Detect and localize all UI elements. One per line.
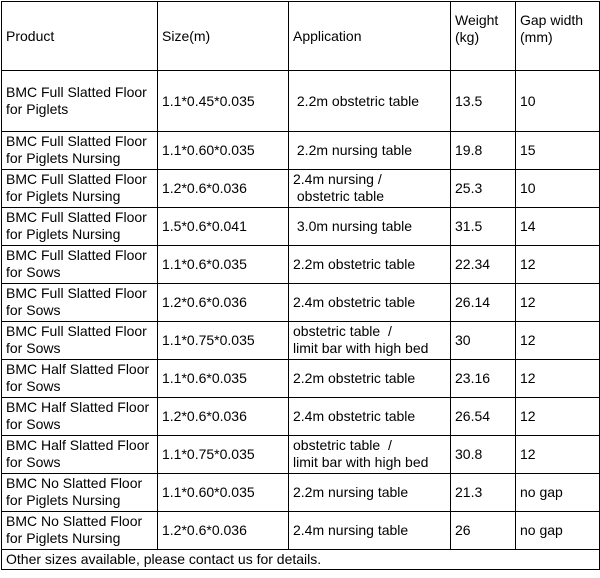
table-row (2, 436, 600, 474)
table-row (2, 360, 600, 398)
cell-application-line: 2.4m obstetric table (293, 294, 416, 310)
cell-product-line: for Piglets Nursing (6, 188, 121, 204)
cell-weight: 23.16 (451, 360, 516, 398)
table-row (2, 208, 600, 246)
cell-product-line: BMC No Slatted Floor (6, 513, 143, 529)
cell-application-line: 2.4m obstetric table (293, 408, 416, 424)
header-gap-line1: Gap width (520, 12, 584, 28)
header-product: Product (2, 2, 158, 71)
header-weight-line2: (kg) (455, 29, 480, 45)
cell-application-line: 2.4m nursing table (293, 522, 409, 538)
cell-weight: 30.8 (451, 436, 516, 474)
cell-product-line: BMC Full Slatted Floor (6, 171, 147, 187)
cell-application-line: 2.4m nursing / (293, 171, 382, 187)
cell-gap-width: 10 (516, 170, 600, 208)
cell-weight: 13.5 (451, 71, 516, 132)
cell-gap-width: no gap (516, 474, 600, 512)
header-size: Size(m) (158, 2, 289, 71)
cell-weight: 31.5 (451, 208, 516, 246)
cell-weight: 26.54 (451, 398, 516, 436)
cell-gap-width: 12 (516, 398, 600, 436)
cell-gap-width: 12 (516, 284, 600, 322)
table-row (2, 132, 600, 170)
table-row (2, 474, 600, 512)
table-footer-row (2, 550, 600, 570)
cell-product-line: for Sows (6, 264, 61, 280)
cell-application (289, 474, 451, 512)
cell-size: 1.2*0.6*0.036 (158, 170, 289, 208)
cell-product-line: BMC Half Slatted Floor (6, 361, 150, 377)
cell-weight: 30 (451, 322, 516, 360)
cell-product-line: BMC No Slatted Floor (6, 475, 143, 491)
table-header-row (2, 2, 600, 71)
cell-application (289, 360, 451, 398)
cell-product (2, 398, 158, 436)
cell-product-line: for Piglets Nursing (6, 530, 121, 546)
product-spec-table (1, 1, 600, 570)
table-row (2, 170, 600, 208)
cell-gap-width: 12 (516, 360, 600, 398)
cell-weight: 19.8 (451, 132, 516, 170)
cell-product-line: for Sows (6, 340, 61, 356)
cell-size: 1.2*0.6*0.036 (158, 398, 289, 436)
cell-product (2, 436, 158, 474)
cell-size: 1.1*0.60*0.035 (158, 132, 289, 170)
cell-gap-width: 14 (516, 208, 600, 246)
cell-gap-width: 12 (516, 436, 600, 474)
header-weight (451, 2, 516, 71)
cell-size: 1.1*0.75*0.035 (158, 322, 289, 360)
cell-gap-width: no gap (516, 512, 600, 550)
cell-application-line: 2.2m nursing table (293, 484, 409, 500)
table-row (2, 322, 600, 360)
header-gap-width (516, 2, 600, 71)
cell-application (289, 512, 451, 550)
cell-size: 1.5*0.6*0.041 (158, 208, 289, 246)
cell-application-line: obstetric table / (293, 323, 392, 339)
cell-product-line: for Piglets Nursing (6, 150, 121, 166)
table-row (2, 398, 600, 436)
cell-product-line: for Piglets Nursing (6, 226, 121, 242)
cell-application-line: 2.2m obstetric table (293, 370, 416, 386)
cell-application-line: 2.2m nursing table (293, 142, 413, 158)
cell-product-line: BMC Full Slatted Floor (6, 133, 147, 149)
cell-product (2, 246, 158, 284)
cell-product-line: BMC Half Slatted Floor (6, 437, 150, 453)
cell-product (2, 208, 158, 246)
cell-application-line: limit bar with high bed (293, 340, 429, 356)
cell-application (289, 170, 451, 208)
cell-product-line: for Sows (6, 378, 61, 394)
cell-application-line: 3.0m nursing table (293, 218, 413, 234)
cell-product-line: BMC Half Slatted Floor (6, 399, 150, 415)
cell-application-line: obstetric table / (293, 437, 392, 453)
cell-application-line: obstetric table (293, 188, 385, 204)
table-row (2, 71, 600, 132)
cell-product (2, 474, 158, 512)
cell-product-line: BMC Full Slatted Floor (6, 285, 147, 301)
cell-product (2, 360, 158, 398)
table-row (2, 512, 600, 550)
cell-gap-width: 12 (516, 246, 600, 284)
cell-size: 1.2*0.6*0.036 (158, 284, 289, 322)
cell-product-line: BMC Full Slatted Floor (6, 323, 147, 339)
cell-size: 1.1*0.45*0.035 (158, 71, 289, 132)
cell-application (289, 208, 451, 246)
cell-application (289, 284, 451, 322)
cell-weight: 26.14 (451, 284, 516, 322)
cell-gap-width: 15 (516, 132, 600, 170)
table-row (2, 246, 600, 284)
cell-product-line: BMC Full Slatted Floor (6, 84, 147, 100)
cell-product-line: BMC Full Slatted Floor (6, 247, 147, 263)
cell-size: 1.1*0.6*0.035 (158, 246, 289, 284)
cell-size: 1.1*0.6*0.035 (158, 360, 289, 398)
cell-product (2, 284, 158, 322)
cell-application (289, 132, 451, 170)
cell-product-line: for Piglets (6, 101, 69, 117)
cell-product (2, 322, 158, 360)
cell-application (289, 71, 451, 132)
cell-product-line: for Sows (6, 454, 61, 470)
header-application: Application (289, 2, 451, 71)
table-row (2, 284, 600, 322)
cell-application (289, 246, 451, 284)
cell-weight: 26 (451, 512, 516, 550)
cell-product-line: for Sows (6, 416, 61, 432)
cell-gap-width: 10 (516, 71, 600, 132)
cell-product (2, 170, 158, 208)
cell-size: 1.1*0.60*0.035 (158, 474, 289, 512)
cell-product (2, 132, 158, 170)
cell-product (2, 71, 158, 132)
cell-product-line: for Sows (6, 302, 61, 318)
header-weight-line1: Weight (455, 12, 499, 28)
cell-size: 1.1*0.75*0.035 (158, 436, 289, 474)
cell-application-line: 2.2m obstetric table (293, 92, 420, 109)
cell-weight: 25.3 (451, 170, 516, 208)
cell-weight: 21.3 (451, 474, 516, 512)
cell-application (289, 398, 451, 436)
footer-note: Other sizes available, please contact us for details. (2, 550, 600, 570)
header-gap-line2: (mm) (520, 29, 553, 45)
cell-application (289, 322, 451, 360)
cell-application-line: 2.2m obstetric table (293, 256, 416, 272)
cell-weight: 22.34 (451, 246, 516, 284)
cell-application-line: limit bar with high bed (293, 454, 429, 470)
cell-product (2, 512, 158, 550)
cell-product-line: for Piglets Nursing (6, 492, 121, 508)
cell-product-line: BMC Full Slatted Floor (6, 209, 147, 225)
cell-size: 1.2*0.6*0.036 (158, 512, 289, 550)
cell-application (289, 436, 451, 474)
cell-gap-width: 12 (516, 322, 600, 360)
